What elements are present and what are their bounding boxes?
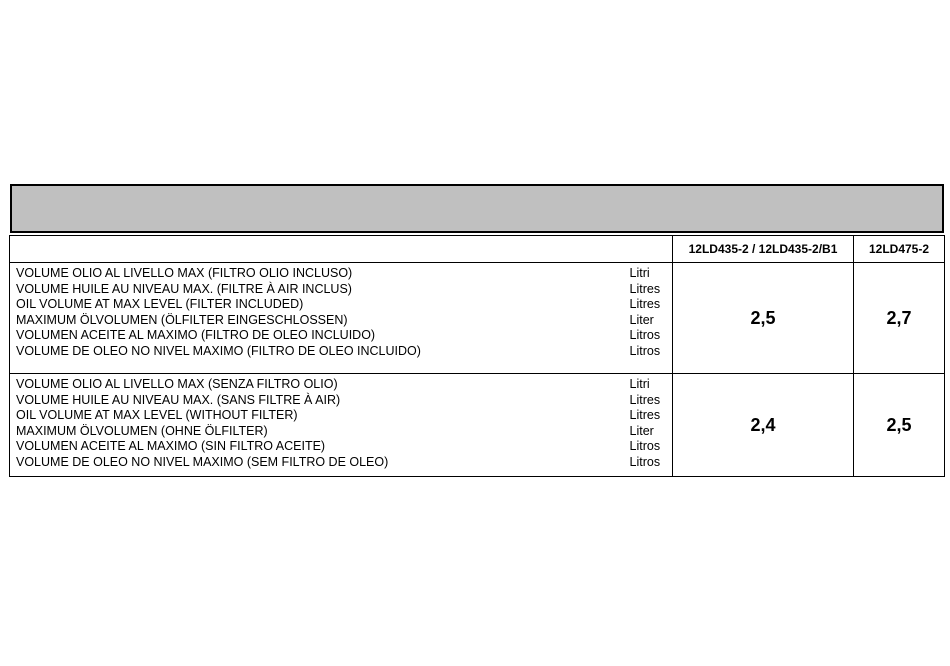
- value-12ld475-with-filter: 2,7: [854, 263, 945, 374]
- model-header-12ld435: 12LD435-2 / 12LD435-2/B1: [673, 236, 854, 263]
- unit-label: Litres: [629, 392, 661, 407]
- unit-cell: [628, 263, 673, 374]
- model-header-12ld475: 12LD475-2: [854, 236, 945, 263]
- description-line: VOLUME DE OLEO NO NIVEL MAXIMO (SEM FILTRO DE OLEO): [16, 454, 389, 469]
- section-header-bar: [10, 184, 944, 233]
- unit-label: Litros: [629, 454, 661, 469]
- unit-cell: [628, 374, 673, 477]
- value-12ld435-without-filter: 2,4: [673, 374, 854, 477]
- table-header-row: [10, 236, 945, 263]
- unit-label: Litri: [629, 266, 650, 280]
- description-line: VOLUME DE OLEO NO NIVEL MAXIMO (FILTRO DE OLEO INCLUIDO): [16, 343, 421, 358]
- unit-label: Litri: [629, 377, 650, 391]
- description-line: VOLUME HUILE AU NIVEAU MAX. (FILTRE À AIR INCLUS): [16, 281, 352, 296]
- unit-label: Litros: [629, 439, 661, 454]
- value-12ld435-with-filter: 2,5: [673, 263, 854, 374]
- oil-volume-table: [9, 235, 945, 477]
- unit-label: Liter: [629, 312, 654, 327]
- description-line: OIL VOLUME AT MAX LEVEL (WITHOUT FILTER): [16, 408, 298, 423]
- description-line: VOLUMEN ACEITE AL MAXIMO (SIN FILTRO ACEITE): [16, 439, 326, 454]
- unit-label: Litros: [629, 328, 661, 343]
- table-row: [10, 374, 945, 477]
- value-12ld475-without-filter: 2,5: [854, 374, 945, 477]
- unit-label: Litres: [629, 297, 661, 312]
- unit-label: Litres: [629, 408, 661, 423]
- description-line: VOLUMEN ACEITE AL MAXIMO (FILTRO DE OLEO INCLUIDO): [16, 328, 376, 343]
- description-line: VOLUME OLIO AL LIVELLO MAX (SENZA FILTRO OLIO): [16, 377, 338, 391]
- description-line: MAXIMUM ÖLVOLUMEN (OHNE ÖLFILTER): [16, 423, 268, 438]
- header-blank-cell: [10, 236, 673, 263]
- unit-label: Litros: [629, 343, 661, 358]
- description-line: VOLUME HUILE AU NIVEAU MAX. (SANS FILTRE À AIR): [16, 392, 341, 407]
- description-cell: [10, 263, 628, 374]
- description-line: VOLUME OLIO AL LIVELLO MAX (FILTRO OLIO INCLUSO): [16, 266, 353, 280]
- unit-label: Liter: [629, 423, 654, 438]
- unit-label: Litres: [629, 281, 661, 296]
- description-line: OIL VOLUME AT MAX LEVEL (FILTER INCLUDED): [16, 297, 304, 312]
- description-line: MAXIMUM ÖLVOLUMEN (ÖLFILTER EINGESCHLOSSEN): [16, 312, 348, 327]
- table-row: [10, 263, 945, 374]
- description-cell: [10, 374, 628, 477]
